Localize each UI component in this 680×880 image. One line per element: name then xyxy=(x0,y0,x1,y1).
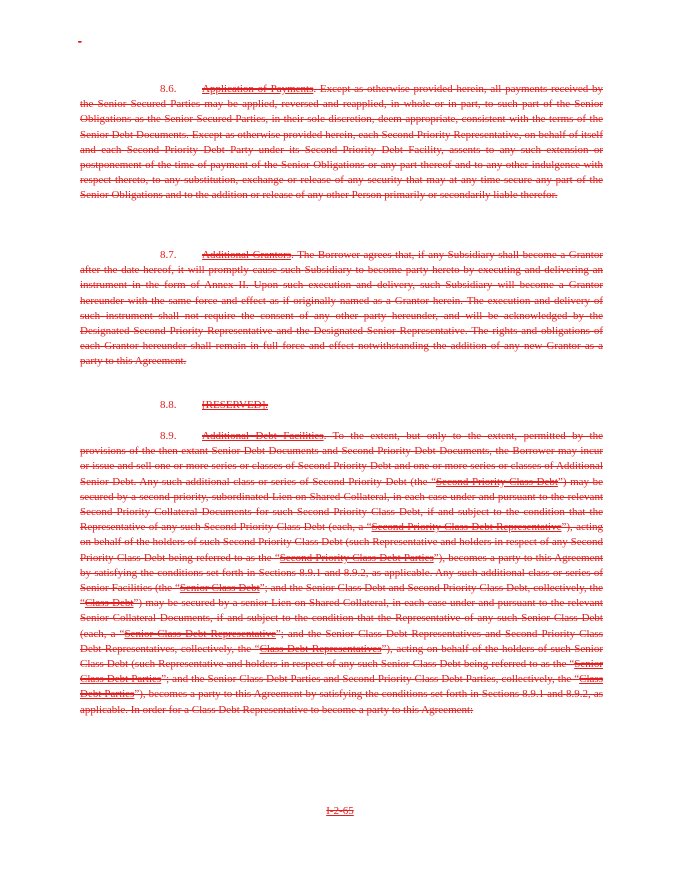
section-body: . The Borrower agrees that, if any Subsidiary shall become a Grantor after the date hereof, it will promptly cause such Subsidiary to become party hereto by executing and delivering an instrument in the form of Annex II. Upon such execution and delivery, such Subsidiary will become a Grantor hereunder with the same force and effect as if originally named as a Grantor herein. The execution and delivery of such instrument shall not require the consent of any other party hereunder, and will be acknowledged by the Designated Second Priority Representative and the Designated Senior Representative. The rights and obligations of each Grantor hereunder shall remain in full force and effect notwithstanding the addition of any new Grantor as a party to this Agreement. xyxy=(80,249,603,368)
section-text: ”) may be secured by a senior Lien on Shared Collateral, in each case under and pursuant to the relevant Senior Collateral Documents, if and subject to the condition that the Representative of any such Senior Class Debt (each, a “ xyxy=(80,597,603,640)
section-text: ”), acting on behalf of the holders of such Second Priority Class Debt (such Representative and holders in respect of any Second Priority Class Debt being referred to as the “ xyxy=(80,521,603,564)
section-text: ”), becomes a party to this Agreement by satisfying the conditions set forth in Sections 8.9.1 and 8.9.2, as applicable. In order for a Class Debt Representative to become a party to this Agreement: xyxy=(80,688,603,716)
section-text: ”; and the Senior Class Debt Representatives and Second Priority Class Debt Representatives, collectively, the “ xyxy=(80,627,603,655)
defined-term: Second Priority Class Debt xyxy=(436,475,558,488)
defined-term: Senior Class Debt Parties xyxy=(80,658,603,686)
section-8-7 xyxy=(80,248,603,370)
section-number: 8.8. xyxy=(160,399,177,411)
defined-term: Class Debt Representatives xyxy=(259,642,382,655)
deleted-corner-mark: - xyxy=(78,36,82,48)
section-text: ”), acting on behalf of the holders of such Senior Class Debt (such Representative and holders in respect of any such Senior Class Debt being referred to as the “ xyxy=(80,642,603,671)
section-body: . Except as otherwise provided herein, all payments received by the Senior Secured Parties may be applied, reversed and reapplied, in whole or in part, to such part of the Senior Obligations as the Senior Secured Parties, in their sole discretion, deem appropriate, consistent with the terms of the Senior Debt Documents. Except as otherwise provided herein, each Second Priority Representative, on behalf of itself and each Second Priority Debt Party under its Second Priority Debt Facility, assents to any such extension or postponement of the time of payment of the Senior Obligations or any part thereof and to any other indulgence with respect thereto, to any substitution, exchange or release of any security that may at any time secure any part of the Senior Obligations and to the addition or release of any other Person primarily or secondarily liable therefor. xyxy=(80,83,603,202)
section-8-6 xyxy=(80,82,603,204)
section-title: Additional Grantors xyxy=(202,249,292,261)
section-number: 8.7. xyxy=(160,249,177,261)
section-text: ”; and the Senior Class Debt and Second Priority Class Debt, collectively, the “ xyxy=(80,582,603,610)
section-title: Application of Payments xyxy=(202,83,314,95)
section-text: . To the extent, but only to the extent, permitted by the provisions of the then extant Senior Debt Documents and Second Priority Debt Documents, the Borrower may incur or issue and sell one or more series or classes of Second Priority Debt and one or more series or classes of Additional Senior Debt. Any such additional class or series of Second Priority Debt (the “ xyxy=(80,430,603,488)
defined-term: Senior Class Debt xyxy=(179,582,260,595)
section-text: ”), becomes a party to this Agreement by satisfying the conditions set forth in Sections 8.9.1 and 8.9.2, as applicable. Any such additional class or series of Senior Facilities (the “ xyxy=(80,551,604,595)
page-number: I-2-65 xyxy=(326,805,354,817)
defined-term: Class Debt Parties xyxy=(80,673,603,701)
section-text: ”) may be secured by a second-priority, subordinated Lien on Shared Collateral, in each case under and pursuant to the relevant Second Priority Collateral Documents for such Second Priority Class Debt, if and subject to the condition that the Representative of any such Second Priority Class Debt (each, a “ xyxy=(80,475,603,534)
section-text: ”; and the Senior Class Debt Parties and Second Priority Class Debt Parties, collectively, the “ xyxy=(161,673,580,686)
section-8-9 xyxy=(80,429,603,718)
section-number: 8.6. xyxy=(160,83,177,95)
section-title: [RESERVED]. xyxy=(202,399,269,411)
section-number: 8.9. xyxy=(160,430,177,442)
defined-term: Class Debt xyxy=(84,597,134,610)
defined-term: Second Priority Class Debt Representative xyxy=(371,521,562,534)
defined-term: Senior Class Debt Representative xyxy=(124,627,276,640)
section-8-8 xyxy=(80,398,603,413)
defined-term: Second Priority Class Debt Parties xyxy=(279,551,434,564)
section-title: Additional Debt Facilities xyxy=(202,430,324,442)
